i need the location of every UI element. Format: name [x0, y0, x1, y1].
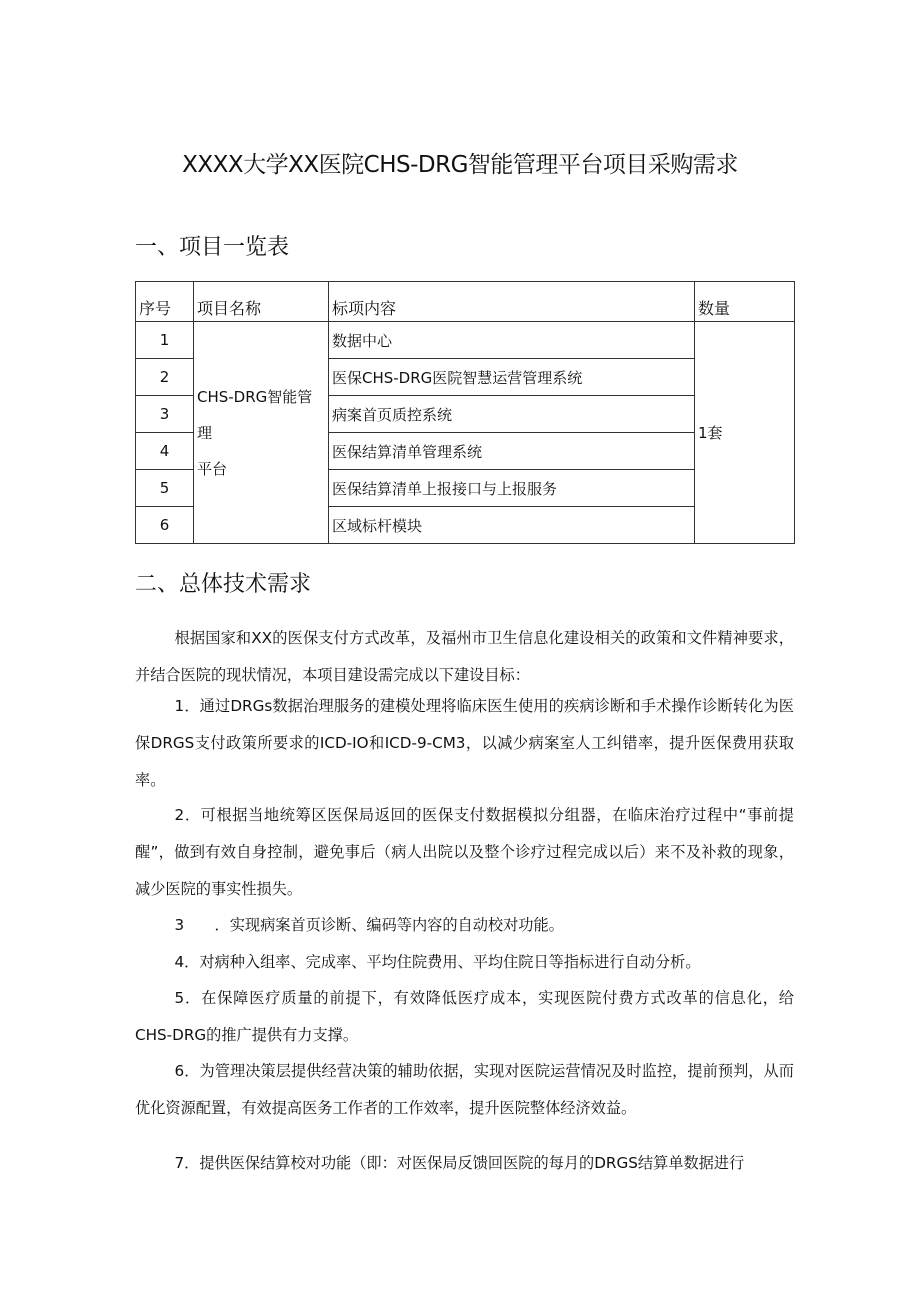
goal-paragraph-6: 6．为管理决策层提供经营决策的辅助依据，实现对医院运营情况及时监控，提前预判，从而优化资源配置，有效提高医务工作者的工作效率，提升医院整体经济效益。	[135, 1062, 794, 1117]
project-name-line: 平台	[197, 459, 228, 478]
goal-paragraph-2: 2．可根据当地统筹区医保局返回的医保支付数据模拟分组器，在临床治疗过程中“事前提醒”，做到有效自身控制，避免事后（病人出院以及整个诊疗过程完成以后）来不及补救的现象，减少医院的事实性损失。	[135, 806, 794, 898]
project-name-line: CHS-DRG智能管理	[197, 387, 313, 442]
row-number: 3	[136, 396, 194, 433]
row-number: 2	[136, 359, 194, 396]
column-header: 项目名称	[194, 282, 329, 322]
column-header: 序号	[136, 282, 194, 322]
column-header: 数量	[695, 282, 795, 322]
table-row	[136, 322, 795, 359]
row-content: 病案首页质控系统	[329, 396, 695, 433]
project-name-cell	[194, 322, 329, 544]
section2-heading: 二、总体技术需求	[135, 572, 312, 597]
goal-paragraph-5: 5．在保障医疗质量的前提下，有效降低医疗成本，实现医院付费方式改革的信息化，给CHS-DRG的推广提供有力支撑。	[135, 989, 794, 1044]
column-header: 标项内容	[329, 282, 695, 322]
goal-paragraph-1: 1．通过DRGs数据治理服务的建模处理将临床医生使用的疾病诊断和手术操作诊断转化为医保DRGS支付政策所要求的ICD-IO和ICD-9-CM3，以减少病案室人工纠错率，提升医保费用获取率。	[135, 697, 794, 789]
section1-heading: 一、项目一览表	[135, 235, 290, 260]
row-content: 数据中心	[329, 322, 695, 359]
row-number: 1	[136, 322, 194, 359]
project-table	[135, 281, 795, 544]
row-content: 区域标杆模块	[329, 507, 695, 544]
quantity-cell: 1套	[695, 322, 795, 544]
document-title: XXXX大学XX医院CHS-DRG智能管理平台项目采购需求	[182, 152, 738, 178]
table-header-row	[136, 282, 795, 322]
row-content: 医保CHS-DRG医院智慧运营管理系统	[329, 359, 695, 396]
row-content: 医保结算清单上报接口与上报服务	[329, 470, 695, 507]
row-number: 4	[136, 433, 194, 470]
goal-paragraph-7: 7．提供医保结算校对功能（即：对医保局反馈回医院的每月的DRGS结算单数据进行	[174, 1154, 745, 1172]
intro-paragraph: 根据国家和XX的医保支付方式改革，及福州市卫生信息化建设相关的政策和文件精神要求，并结合医院的现状情况，本项目建设需完成以下建设目标：	[135, 629, 794, 684]
row-number: 5	[136, 470, 194, 507]
row-content: 医保结算清单管理系统	[329, 433, 695, 470]
goal-paragraph-4: 4．对病种入组率、完成率、平均住院费用、平均住院日等指标进行自动分析。	[174, 953, 701, 971]
row-number: 6	[136, 507, 194, 544]
goal-paragraph-3: 3 ．实现病案首页诊断、编码等内容的自动校对功能。	[174, 916, 564, 934]
